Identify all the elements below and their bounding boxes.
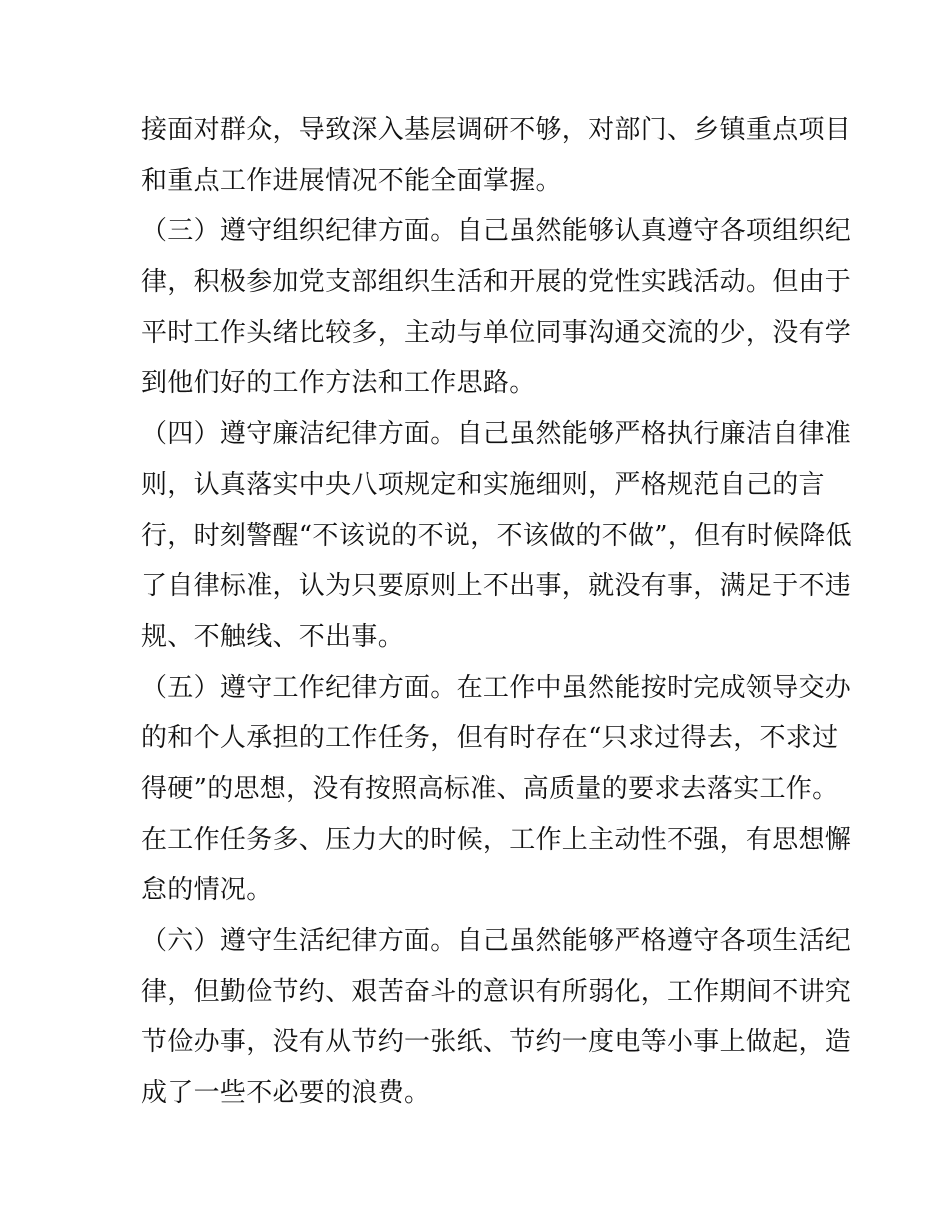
text-line-18: 律，但勤俭节约、艰苦奋斗的意识有所弱化，工作期间不讲究: [141, 976, 852, 1007]
text-line-4: 律，积极参加党支部组织生活和开展的党性实践活动。但由于: [141, 267, 852, 298]
text-line-16: 怠的情况。: [141, 875, 273, 906]
text-line-2: 和重点工作进展情况不能全面掌握。: [141, 165, 562, 196]
text-line-15: 在工作任务多、压力大的时候，工作上主动性不强，有思想懈: [141, 824, 852, 855]
text-line-5: 平时工作头绪比较多，主动与单位同事沟通交流的少，没有学: [141, 317, 852, 348]
text-line-1: 接面对群众，导致深入基层调研不够，对部门、乡镇重点项目: [141, 115, 852, 145]
text-line-11: 规、不触线、不出事。: [141, 621, 405, 652]
text-line-7: （四）遵守廉洁纪律方面。自己虽然能够严格执行廉洁自律准: [141, 419, 852, 450]
text-line-9: 行，时刻警醒“不该说的不说，不该做的不做”，但有时候降低: [141, 520, 852, 551]
text-line-6: 到他们好的工作方法和工作思路。: [141, 368, 536, 399]
text-line-19: 节俭办事，没有从节约一张纸、节约一度电等小事上做起，造: [141, 1027, 852, 1058]
text-line-8: 则，认真落实中央八项规定和实施细则，严格规范自己的言: [141, 469, 825, 500]
text-line-14: 得硬”的思想，没有按照高标准、高质量的要求去落实工作。: [141, 773, 839, 804]
document-body: [141, 105, 852, 1119]
text-line-10: 了自律标准，认为只要原则上不出事，就没有事，满足于不违: [141, 571, 852, 602]
text-line-3: （三）遵守组织纪律方面。自己虽然能够认真遵守各项组织纪: [141, 216, 852, 247]
text-line-17: （六）遵守生活纪律方面。自己虽然能够严格遵守各项生活纪: [141, 926, 852, 956]
text-line-13: 的和个人承担的工作任务，但有时存在“只求过得去，不求过: [141, 723, 839, 754]
text-line-20: 成了一些不必要的浪费。: [141, 1078, 431, 1109]
text-line-12: （五）遵守工作纪律方面。在工作中虽然能按时完成领导交办: [141, 672, 852, 703]
